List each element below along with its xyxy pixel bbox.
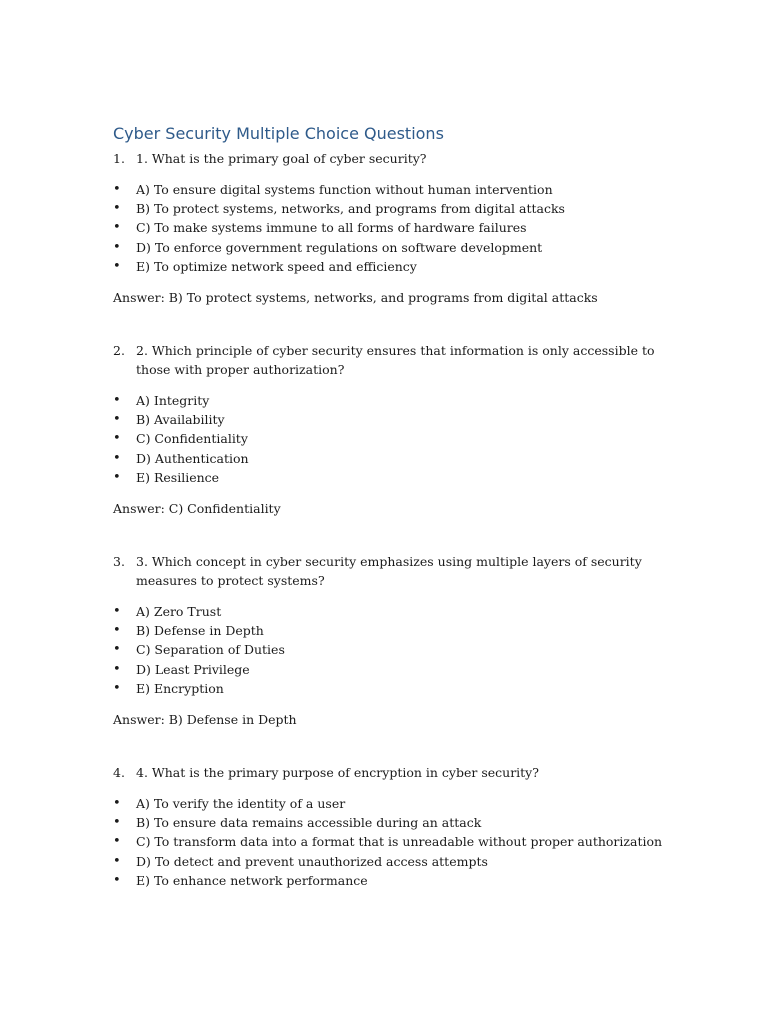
option-text: B) Availability [136, 412, 225, 428]
option-text: B) To ensure data remains accessible during an attack [136, 815, 482, 831]
option-text: B) Defense in Depth [136, 623, 264, 639]
option-text: C) Separation of Duties [136, 642, 285, 658]
option-item [113, 832, 673, 851]
option-text: A) To verify the identity of a user [136, 796, 346, 811]
option-text: A) To ensure digital systems function without human intervention [136, 182, 553, 197]
answer-text: Answer: C) Confidentiality [113, 501, 281, 517]
question-block [113, 341, 673, 518]
option-item [113, 218, 673, 237]
question-number: 4. [113, 765, 125, 780]
bullet-icon: • [113, 642, 121, 658]
bullet-icon: • [113, 834, 121, 850]
option-text: B) To protect systems, networks, and programs from digital attacks [136, 201, 565, 217]
option-item [113, 679, 673, 698]
option-text: D) Least Privilege [136, 661, 250, 677]
option-text: D) To detect and prevent unauthorized access attempts [136, 853, 488, 869]
option-item [113, 621, 673, 640]
bullet-icon: • [113, 815, 121, 831]
bullet-icon: • [113, 604, 121, 619]
option-item [113, 813, 673, 832]
question-heading [113, 341, 673, 379]
option-item [113, 871, 673, 890]
option-text: C) Confidentiality [136, 431, 248, 447]
option-item [113, 660, 673, 679]
option-list [113, 391, 673, 487]
bullet-icon: • [113, 220, 121, 236]
option-item [113, 449, 673, 468]
bullet-icon: • [113, 431, 121, 447]
bullet-icon: • [113, 872, 121, 888]
option-item [113, 180, 673, 199]
option-item [113, 852, 673, 871]
option-item [113, 410, 673, 429]
bullet-icon: • [113, 469, 121, 485]
option-item [113, 794, 673, 813]
question-block [113, 552, 673, 729]
option-text: E) Resilience [136, 469, 220, 485]
question-heading [113, 763, 673, 782]
option-item [113, 640, 673, 659]
question-block [113, 763, 673, 890]
option-item [113, 257, 673, 276]
option-item [113, 238, 673, 257]
option-item [113, 391, 673, 410]
bullet-icon: • [113, 623, 121, 639]
question-text: 2. Which principle of cyber security ensures that information is only accessible to those with proper authorization? [136, 343, 655, 377]
question-heading [113, 149, 673, 168]
option-item [113, 429, 673, 448]
question-number: 1. [113, 151, 125, 166]
answer-text: Answer: B) Defense in Depth [113, 712, 297, 728]
bullet-icon: • [113, 450, 121, 466]
answer-text: Answer: B) To protect systems, networks, and programs from digital attacks [113, 290, 598, 306]
question-block [113, 149, 673, 307]
question-text: 4. What is the primary purpose of encryption in cyber security? [136, 765, 539, 780]
question-text: 1. What is the primary goal of cyber security? [136, 151, 427, 166]
option-item [113, 468, 673, 487]
option-text: D) Authentication [136, 450, 249, 466]
option-text: A) Zero Trust [136, 604, 222, 619]
option-list [113, 180, 673, 276]
option-list [113, 602, 673, 698]
bullet-icon: • [113, 853, 121, 869]
option-text: C) To transform data into a format that is unreadable without proper authorization [136, 834, 663, 850]
option-text: E) Encryption [136, 680, 224, 696]
question-text: 3. Which concept in cyber security emphasizes using multiple layers of security measures to protect systems? [136, 554, 642, 588]
option-text: C) To make systems immune to all forms of hardware failures [136, 220, 527, 236]
question-number: 3. [113, 554, 125, 569]
bullet-icon: • [113, 393, 121, 408]
question-number: 2. [113, 343, 125, 358]
option-item [113, 199, 673, 218]
option-list [113, 794, 673, 890]
bullet-icon: • [113, 680, 121, 696]
bullet-icon: • [113, 258, 121, 274]
question-heading [113, 552, 673, 590]
page-title: Cyber Security Multiple Choice Questions [113, 124, 444, 143]
option-text: E) To optimize network speed and efficiency [136, 258, 417, 274]
option-text: D) To enforce government regulations on software development [136, 239, 543, 255]
option-item [113, 602, 673, 621]
bullet-icon: • [113, 239, 121, 255]
bullet-icon: • [113, 412, 121, 428]
bullet-icon: • [113, 661, 121, 677]
bullet-icon: • [113, 182, 121, 197]
option-text: E) To enhance network performance [136, 872, 368, 888]
bullet-icon: • [113, 201, 121, 217]
option-text: A) Integrity [136, 393, 210, 408]
bullet-icon: • [113, 796, 121, 811]
